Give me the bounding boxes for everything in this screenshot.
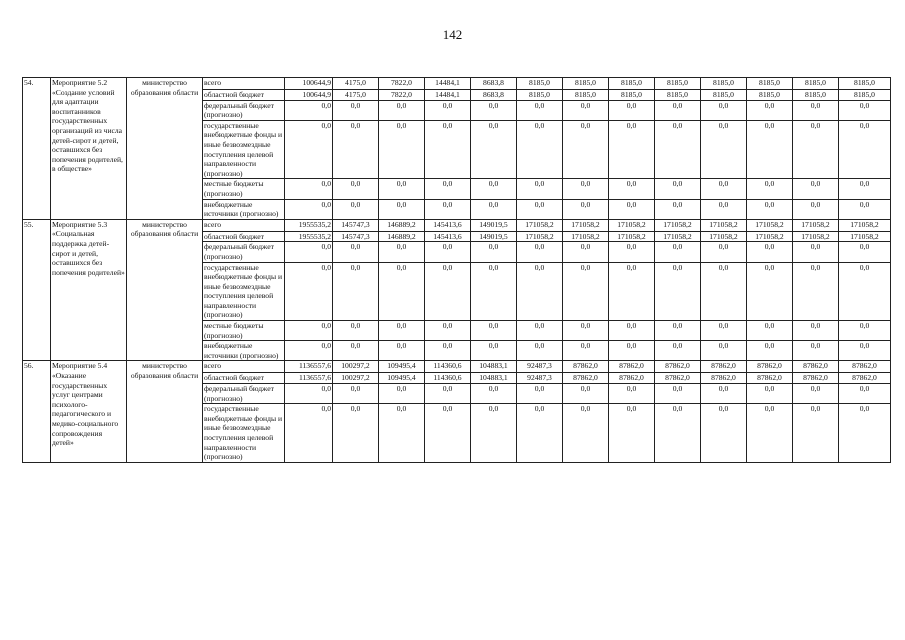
total-value: 1136557,6	[285, 373, 333, 384]
funding-source: государственные внебюджетные фонды и иные безвозмездные поступления целевой направленности (прогнозно)	[203, 404, 285, 463]
year-value: 0,0	[655, 242, 701, 262]
year-value: 0,0	[333, 242, 379, 262]
year-value: 87862,0	[839, 361, 891, 373]
total-value: 0,0	[285, 100, 333, 120]
year-value: 0,0	[609, 120, 655, 179]
year-value: 0,0	[655, 179, 701, 199]
total-value: 0,0	[285, 341, 333, 361]
year-value: 171058,2	[793, 231, 839, 242]
year-value: 0,0	[471, 242, 517, 262]
year-value: 149019,5	[471, 231, 517, 242]
year-value: 145413,6	[425, 219, 471, 231]
year-value: 0,0	[747, 262, 793, 321]
year-value: 171058,2	[609, 219, 655, 231]
year-value: 14484,1	[425, 78, 471, 90]
year-value: 171058,2	[793, 219, 839, 231]
year-value: 0,0	[379, 100, 425, 120]
year-value: 0,0	[333, 404, 379, 463]
year-value: 0,0	[839, 321, 891, 341]
year-value: 0,0	[839, 179, 891, 199]
year-value: 8185,0	[793, 90, 839, 101]
year-value: 171058,2	[655, 219, 701, 231]
year-value: 0,0	[425, 321, 471, 341]
executor: министерство образования области	[127, 361, 203, 462]
total-value: 0,0	[285, 404, 333, 463]
funding-source: федеральный бюджет (прогнозно)	[203, 100, 285, 120]
year-value: 0,0	[701, 242, 747, 262]
year-value: 0,0	[517, 179, 563, 199]
total-value: 100644,9	[285, 90, 333, 101]
year-value: 8185,0	[839, 78, 891, 90]
page-number: 142	[442, 27, 463, 42]
year-value: 0,0	[517, 341, 563, 361]
year-value: 0,0	[655, 199, 701, 219]
year-value: 0,0	[379, 384, 425, 404]
year-value: 8683,8	[471, 90, 517, 101]
year-value: 0,0	[379, 179, 425, 199]
year-value: 0,0	[701, 120, 747, 179]
funding-source: внебюджетные источники (прогнозно)	[203, 341, 285, 361]
year-value: 92487,3	[517, 373, 563, 384]
year-value: 7822,0	[379, 90, 425, 101]
year-value: 7822,0	[379, 78, 425, 90]
year-value: 0,0	[563, 242, 609, 262]
year-value: 0,0	[747, 321, 793, 341]
year-value: 171058,2	[563, 231, 609, 242]
year-value: 0,0	[609, 384, 655, 404]
year-value: 0,0	[655, 262, 701, 321]
total-value: 1955535,2	[285, 219, 333, 231]
funding-source: всего	[203, 78, 285, 90]
year-value: 0,0	[425, 120, 471, 179]
funding-source: местные бюджеты (прогнозно)	[203, 179, 285, 199]
year-value: 109495,4	[379, 361, 425, 373]
year-value: 0,0	[655, 321, 701, 341]
total-value: 0,0	[285, 242, 333, 262]
year-value: 0,0	[793, 120, 839, 179]
year-value: 0,0	[425, 341, 471, 361]
year-value: 8185,0	[563, 78, 609, 90]
total-value: 100644,9	[285, 78, 333, 90]
funding-source: федеральный бюджет (прогнозно)	[203, 242, 285, 262]
year-value: 0,0	[425, 384, 471, 404]
measure-name: Мероприятие 5.2 «Создание условий для адаптации воспитанников государственных организаций из числа детей-сирот и детей, оставшихся без попечения родителей, в обществе»	[51, 78, 127, 220]
year-value: 0,0	[701, 341, 747, 361]
year-value: 0,0	[839, 199, 891, 219]
year-value: 0,0	[839, 242, 891, 262]
year-value: 0,0	[425, 199, 471, 219]
year-value: 0,0	[655, 100, 701, 120]
year-value: 109495,4	[379, 373, 425, 384]
year-value: 0,0	[747, 120, 793, 179]
measure-name: Мероприятие 5.4 «Оказание государственных услуг центрами психолого-педагогического и медико-социального сопровождения детей»	[51, 361, 127, 462]
total-value: 0,0	[285, 321, 333, 341]
year-value: 146889,2	[379, 231, 425, 242]
year-value: 4175,0	[333, 78, 379, 90]
year-value: 0,0	[471, 100, 517, 120]
year-value: 87862,0	[839, 373, 891, 384]
funding-source: государственные внебюджетные фонды и иные безвозмездные поступления целевой направленности (прогнозно)	[203, 120, 285, 179]
total-value: 0,0	[285, 179, 333, 199]
table-body	[23, 78, 891, 463]
year-value: 0,0	[517, 321, 563, 341]
year-value: 8185,0	[655, 78, 701, 90]
year-value: 4175,0	[333, 90, 379, 101]
year-value: 0,0	[563, 404, 609, 463]
year-value: 8185,0	[517, 90, 563, 101]
year-value: 8185,0	[793, 78, 839, 90]
year-value: 145747,3	[333, 231, 379, 242]
table-row	[23, 219, 891, 231]
year-value: 100297,2	[333, 373, 379, 384]
year-value: 8185,0	[655, 90, 701, 101]
year-value: 171058,2	[701, 231, 747, 242]
year-value: 149019,5	[471, 219, 517, 231]
year-value: 0,0	[563, 199, 609, 219]
year-value: 114360,6	[425, 373, 471, 384]
year-value: 145413,6	[425, 231, 471, 242]
year-value: 0,0	[425, 179, 471, 199]
year-value: 0,0	[333, 384, 379, 404]
year-value: 0,0	[747, 384, 793, 404]
year-value: 0,0	[471, 120, 517, 179]
year-value: 0,0	[793, 179, 839, 199]
year-value: 0,0	[793, 262, 839, 321]
year-value: 0,0	[609, 404, 655, 463]
year-value: 0,0	[839, 384, 891, 404]
year-value: 145747,3	[333, 219, 379, 231]
year-value: 0,0	[839, 262, 891, 321]
funding-source: федеральный бюджет (прогнозно)	[203, 384, 285, 404]
year-value: 0,0	[425, 404, 471, 463]
year-value: 0,0	[333, 120, 379, 179]
funding-source: всего	[203, 219, 285, 231]
year-value: 87862,0	[609, 361, 655, 373]
table-row	[23, 78, 891, 90]
year-value: 0,0	[609, 321, 655, 341]
year-value: 0,0	[701, 199, 747, 219]
year-value: 171058,2	[747, 231, 793, 242]
year-value: 104883,1	[471, 373, 517, 384]
year-value: 0,0	[379, 404, 425, 463]
year-value: 87862,0	[701, 361, 747, 373]
year-value: 0,0	[517, 384, 563, 404]
table-row	[23, 361, 891, 373]
year-value: 0,0	[517, 242, 563, 262]
funding-source: областной бюджет	[203, 90, 285, 101]
year-value: 146889,2	[379, 219, 425, 231]
year-value: 0,0	[655, 341, 701, 361]
row-index: 56.	[23, 361, 51, 462]
year-value: 8185,0	[701, 90, 747, 101]
year-value: 8185,0	[747, 78, 793, 90]
year-value: 0,0	[701, 100, 747, 120]
funding-source: областной бюджет	[203, 373, 285, 384]
year-value: 0,0	[563, 100, 609, 120]
year-value: 0,0	[517, 100, 563, 120]
total-value: 1955535,2	[285, 231, 333, 242]
year-value: 171058,2	[655, 231, 701, 242]
year-value: 0,0	[333, 341, 379, 361]
year-value: 0,0	[563, 262, 609, 321]
total-value: 0,0	[285, 384, 333, 404]
year-value: 100297,2	[333, 361, 379, 373]
year-value: 171058,2	[701, 219, 747, 231]
year-value: 87862,0	[701, 373, 747, 384]
year-value: 0,0	[517, 262, 563, 321]
year-value: 0,0	[793, 384, 839, 404]
year-value: 0,0	[471, 384, 517, 404]
year-value: 0,0	[747, 404, 793, 463]
total-value: 0,0	[285, 120, 333, 179]
year-value: 0,0	[609, 100, 655, 120]
year-value: 87862,0	[747, 361, 793, 373]
year-value: 0,0	[379, 242, 425, 262]
year-value: 0,0	[517, 120, 563, 179]
year-value: 0,0	[471, 341, 517, 361]
year-value: 8185,0	[701, 78, 747, 90]
year-value: 0,0	[471, 199, 517, 219]
year-value: 0,0	[839, 120, 891, 179]
total-value: 1136557,6	[285, 361, 333, 373]
year-value: 171058,2	[517, 219, 563, 231]
year-value: 87862,0	[563, 373, 609, 384]
year-value: 0,0	[425, 100, 471, 120]
year-value: 0,0	[701, 321, 747, 341]
year-value: 0,0	[563, 120, 609, 179]
year-value: 8185,0	[747, 90, 793, 101]
year-value: 92487,3	[517, 361, 563, 373]
year-value: 0,0	[563, 384, 609, 404]
year-value: 0,0	[655, 120, 701, 179]
executor: министерство образования области	[127, 78, 203, 220]
year-value: 0,0	[333, 262, 379, 321]
year-value: 0,0	[747, 100, 793, 120]
year-value: 0,0	[425, 262, 471, 321]
year-value: 0,0	[793, 321, 839, 341]
year-value: 87862,0	[655, 373, 701, 384]
funding-source: государственные внебюджетные фонды и иные безвозмездные поступления целевой направленности (прогнозно)	[203, 262, 285, 321]
year-value: 0,0	[563, 341, 609, 361]
year-value: 0,0	[655, 404, 701, 463]
year-value: 0,0	[701, 179, 747, 199]
year-value: 0,0	[333, 321, 379, 341]
year-value: 0,0	[609, 242, 655, 262]
year-value: 0,0	[747, 199, 793, 219]
year-value: 0,0	[747, 179, 793, 199]
year-value: 8185,0	[609, 78, 655, 90]
year-value: 0,0	[609, 199, 655, 219]
year-value: 0,0	[333, 179, 379, 199]
year-value: 0,0	[563, 179, 609, 199]
year-value: 8683,8	[471, 78, 517, 90]
year-value: 0,0	[609, 179, 655, 199]
budget-table	[22, 77, 891, 463]
year-value: 0,0	[701, 262, 747, 321]
year-value: 0,0	[333, 100, 379, 120]
year-value: 171058,2	[839, 231, 891, 242]
year-value: 171058,2	[563, 219, 609, 231]
year-value: 0,0	[379, 199, 425, 219]
year-value: 0,0	[747, 242, 793, 262]
year-value: 171058,2	[609, 231, 655, 242]
funding-source: всего	[203, 361, 285, 373]
year-value: 0,0	[471, 179, 517, 199]
total-value: 0,0	[285, 199, 333, 219]
year-value: 0,0	[701, 384, 747, 404]
row-index: 54.	[23, 78, 51, 220]
year-value: 0,0	[839, 404, 891, 463]
year-value: 8185,0	[839, 90, 891, 101]
year-value: 0,0	[379, 341, 425, 361]
year-value: 0,0	[609, 262, 655, 321]
row-index: 55.	[23, 219, 51, 361]
year-value: 0,0	[425, 242, 471, 262]
year-value: 0,0	[793, 199, 839, 219]
funding-source: областной бюджет	[203, 231, 285, 242]
year-value: 0,0	[701, 404, 747, 463]
year-value: 171058,2	[839, 219, 891, 231]
year-value: 0,0	[379, 262, 425, 321]
total-value: 0,0	[285, 262, 333, 321]
year-value: 87862,0	[747, 373, 793, 384]
year-value: 0,0	[517, 199, 563, 219]
year-value: 0,0	[471, 321, 517, 341]
year-value: 8185,0	[517, 78, 563, 90]
year-value: 14484,1	[425, 90, 471, 101]
year-value: 0,0	[793, 341, 839, 361]
year-value: 171058,2	[517, 231, 563, 242]
year-value: 0,0	[379, 321, 425, 341]
funding-source: местные бюджеты (прогнозно)	[203, 321, 285, 341]
year-value: 0,0	[747, 341, 793, 361]
year-value: 0,0	[839, 100, 891, 120]
measure-name: Мероприятие 5.3 «Социальная поддержка детей-сирот и детей, оставшихся без попечения родителей»	[51, 219, 127, 361]
year-value: 171058,2	[747, 219, 793, 231]
year-value: 114360,6	[425, 361, 471, 373]
year-value: 0,0	[379, 120, 425, 179]
year-value: 0,0	[793, 404, 839, 463]
year-value: 0,0	[793, 100, 839, 120]
year-value: 8185,0	[563, 90, 609, 101]
year-value: 0,0	[655, 384, 701, 404]
executor: министерство образования области	[127, 219, 203, 361]
year-value: 0,0	[471, 404, 517, 463]
year-value: 87862,0	[793, 373, 839, 384]
year-value: 87862,0	[655, 361, 701, 373]
year-value: 87862,0	[563, 361, 609, 373]
year-value: 87862,0	[793, 361, 839, 373]
year-value: 0,0	[793, 242, 839, 262]
year-value: 0,0	[609, 341, 655, 361]
year-value: 8185,0	[609, 90, 655, 101]
year-value: 0,0	[839, 341, 891, 361]
year-value: 104883,1	[471, 361, 517, 373]
year-value: 0,0	[333, 199, 379, 219]
year-value: 87862,0	[609, 373, 655, 384]
funding-source: внебюджетные источники (прогнозно)	[203, 199, 285, 219]
year-value: 0,0	[471, 262, 517, 321]
year-value: 0,0	[563, 321, 609, 341]
year-value: 0,0	[517, 404, 563, 463]
